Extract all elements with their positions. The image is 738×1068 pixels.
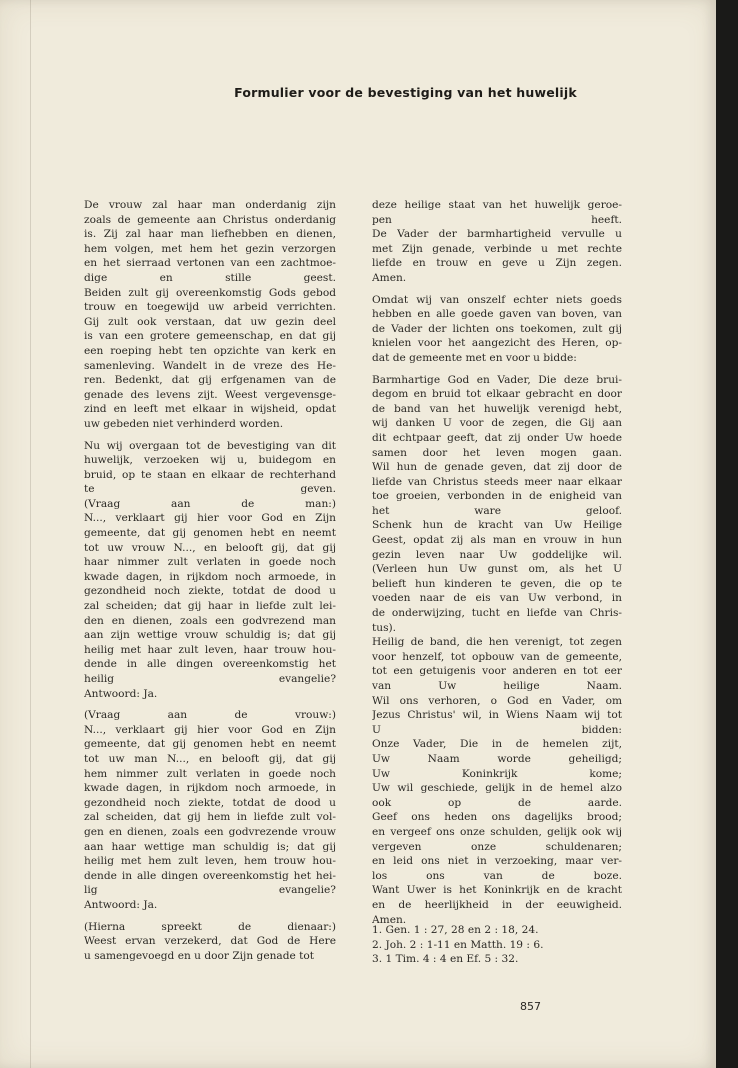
footnote-line: 1. Gen. 1 : 27, 28 en 2 : 18, 24. <box>372 924 539 936</box>
text-line: liefde en trouw en geve u Zijn zegen. <box>372 257 622 270</box>
left-column <box>84 198 336 963</box>
text-line: dat de gemeente met en voor u bidde: <box>372 351 577 364</box>
text-line: Geef ons heden ons dagelijks brood; <box>372 811 622 824</box>
footnotes <box>372 923 622 967</box>
text-line: N..., verklaart gij hier voor God en Zijn <box>84 512 336 525</box>
text-line: ook op de aarde. <box>372 796 622 809</box>
text-line: deze heilige staat van het huwelijk geroe- <box>372 199 622 211</box>
text-line: bruid, op te staan en elkaar de rechterhand <box>84 468 336 481</box>
text-line: zal scheiden, dat gij hem in liefde zult vol- <box>84 811 336 824</box>
text-line: belieft hun kinderen te geven, die op te <box>372 577 622 590</box>
page-number: 857 <box>520 1000 541 1013</box>
text-line: Jezus Christus' wil, in Wiens Naam wij tot <box>372 709 622 722</box>
text-line: samen door het leven mogen gaan. <box>372 446 622 459</box>
text-line: tot uw man N..., en belooft gij, dat gij <box>84 752 336 765</box>
footnote-line: 3. 1 Tim. 4 : 4 en Ef. 5 : 32. <box>372 953 519 966</box>
text-line: Omdat wij van onszelf echter niets goeds <box>372 293 622 306</box>
text-line: De vrouw zal haar man onderdanig zijn <box>84 199 336 211</box>
text-line: met Zijn genade, verbinde u met rechte <box>372 242 622 255</box>
text-line: Amen. <box>372 913 407 926</box>
text-line: dende in alle dingen overeenkomstig het hei- <box>84 869 336 882</box>
text-line: (Vraag aan de vrouw:) <box>84 709 336 722</box>
text-line: samenleving. Wandelt in de vreze des He- <box>84 359 336 372</box>
text-line: de band van het huwelijk verenigd hebt, <box>372 402 622 415</box>
text-line: gemeente, dat gij genomen hebt en neemt <box>84 527 336 540</box>
text-line: dige en stille geest. <box>84 271 336 284</box>
text-line: De Vader der barmhartigheid vervulle u <box>372 228 622 241</box>
text-line: te geven. <box>84 483 336 496</box>
text-line: en vergeef ons onze schulden, gelijk ook wij <box>372 825 622 838</box>
binding-edge <box>30 0 31 1068</box>
text-line: u samengevoegd en u door Zijn genade tot <box>84 949 315 962</box>
text-line: den en dienen, zoals een godvrezend man <box>84 614 336 627</box>
text-line: tot een getuigenis voor anderen en tot eer <box>372 665 622 678</box>
text-line: voeden naar de eis van Uw verbond, in <box>372 592 622 605</box>
text-line: dit echtpaar geeft, dat zij onder Uw hoede <box>372 431 622 444</box>
text-line: toe groeien, verbonden in de enigheid van <box>372 490 622 503</box>
text-line: U bidden: <box>372 723 622 736</box>
text-line: N..., verklaart gij hier voor God en Zijn <box>84 723 336 736</box>
text-line: Barmhartige God en Vader, Die deze brui- <box>372 373 622 386</box>
text-line: de Vader der lichten ons toekomen, zult gij <box>372 322 622 335</box>
text-line: Weest ervan verzekerd, dat God de Here <box>84 935 336 948</box>
text-line: en de heerlijkheid in der eeuwigheid. <box>372 898 622 911</box>
text-line: tus). <box>372 621 397 634</box>
text-line: (Vraag aan de man:) <box>84 497 336 510</box>
text-line: van Uw heilige Naam. <box>372 680 622 692</box>
text-line: uw gebeden niet verhinderd worden. <box>84 417 284 430</box>
paragraph-gap <box>372 366 622 373</box>
text-line: Uw wil geschiede, gelijk in de hemel alzo <box>372 782 622 795</box>
text-line: is. Zij zal haar man liefhebben en dienen, <box>84 228 336 241</box>
text-line: zind en leeft met elkaar in wijsheid, opdat <box>84 403 336 416</box>
text-line: het ware geloof. <box>372 504 622 517</box>
text-line: kwade dagen, in rijkdom noch armoede, in <box>84 782 336 795</box>
text-line: de onderwijzing, tucht en liefde van Chris- <box>372 607 622 620</box>
text-line: tot uw vrouw N..., en belooft gij, dat gij <box>84 541 336 554</box>
text-line: huwelijk, verzoeken wij u, buidegom en <box>84 454 336 467</box>
text-line: wij danken U voor de zegen, die Gij aan <box>372 417 622 430</box>
text-line: en leid ons niet in verzoeking, maar ver- <box>372 855 622 868</box>
page-header: Formulier voor de bevestiging van het huwelijk <box>234 85 577 100</box>
text-line: degom en bruid tot elkaar gebracht en door <box>372 388 622 401</box>
text-line: heilig met hem zult leven, hem trouw hou- <box>84 855 336 868</box>
text-line: zoals de gemeente aan Christus onderdanig <box>84 213 336 226</box>
text-line: gemeente, dat gij genomen hebt en neemt <box>84 738 336 751</box>
text-line: is van een grotere gemeenschap, en dat gij <box>84 330 336 343</box>
text-line: Geest, opdat zij als man en vrouw in hun <box>372 534 622 547</box>
text-line: dende in alle dingen overeenkomstig het <box>84 658 336 671</box>
text-line: aan zijn wettige vrouw schuldig is; dat gij <box>84 629 336 642</box>
text-line: hem volgen, met hem het gezin verzorgen <box>84 242 336 255</box>
footnote-line: 2. Joh. 2 : 1-11 en Matth. 19 : 6. <box>372 938 544 951</box>
text-line: (Verleen hun Uw gunst om, als het U <box>372 563 622 576</box>
text-line: gezin leven naar Uw goddelijke wil. <box>372 548 622 561</box>
text-line: hebben en alle goede gaven van boven, van <box>372 308 622 321</box>
text-line: Onze Vader, Die in de hemelen zijt, <box>372 738 622 751</box>
text-line: knielen voor het aangezicht des Heren, op- <box>372 337 622 350</box>
text-line: Uw Koninkrijk kome; <box>372 767 622 780</box>
paragraph-gap <box>84 913 336 920</box>
right-column <box>372 198 622 927</box>
paragraph-gap <box>84 701 336 708</box>
text-line: trouw en toegewijd uw arbeid verrichten. <box>84 301 336 314</box>
text-line: haar nimmer zult verlaten in goede noch <box>84 556 336 569</box>
text-line: pen heeft. <box>372 213 622 226</box>
text-line: liefde van Christus steeds meer naar elkaar <box>372 475 622 488</box>
text-line: genade des levens zijt. Weest vergevensge- <box>84 388 336 401</box>
text-line: voor henzelf, tot opbouw van de gemeente, <box>372 650 622 663</box>
text-line: Amen. <box>372 271 407 284</box>
text-line: zal scheiden; dat gij haar in liefde zult lei- <box>84 600 336 613</box>
text-line: ren. Bedenkt, dat gij erfgenamen van de <box>84 374 336 387</box>
text-line: Wil ons verhoren, o God en Vader, om <box>372 694 622 707</box>
text-line: (Hierna spreekt de dienaar:) <box>84 920 336 933</box>
text-line: gezondheid noch ziekte, totdat de dood u <box>84 796 336 809</box>
text-line: Uw Naam worde geheiligd; <box>372 752 622 765</box>
text-line: Beiden zult gij overeenkomstig Gods gebod <box>84 286 336 299</box>
text-line: lig evangelie? <box>84 884 336 897</box>
text-line: een roeping hebt ten opzichte van kerk en <box>84 344 336 357</box>
text-line: gezondheid noch ziekte, totdat de dood u <box>84 585 336 598</box>
text-line: los ons van de boze. <box>372 869 622 882</box>
text-line: Antwoord: Ja. <box>84 687 158 700</box>
text-line: heilig met haar zult leven, haar trouw hou- <box>84 643 336 656</box>
text-line: Nu wij overgaan tot de bevestiging van dit <box>84 439 336 452</box>
text-line: aan haar wettige man schuldig is; dat gij <box>84 840 336 853</box>
text-line: Schenk hun de kracht van Uw Heilige <box>372 519 622 532</box>
paragraph-gap <box>84 432 336 439</box>
text-line: vergeven onze schuldenaren; <box>372 840 622 853</box>
paragraph-gap <box>372 286 622 293</box>
text-line: gen en dienen, zoals een godvrezende vrouw <box>84 825 336 838</box>
text-line: hem nimmer zult verlaten in goede noch <box>84 767 336 780</box>
text-line: en het sierraad vertonen van een zachtmoe- <box>84 257 336 270</box>
text-line: Want Uwer is het Koninkrijk en de kracht <box>372 884 622 897</box>
text-line: Wil hun de genade geven, dat zij door de <box>372 461 622 474</box>
text-line: Gij zult ook verstaan, dat uw gezin deel <box>84 315 336 328</box>
text-line: heilig evangelie? <box>84 673 336 685</box>
text-line: Heilig de band, die hen verenigt, tot zegen <box>372 636 622 649</box>
text-line: Antwoord: Ja. <box>84 898 158 911</box>
text-line: kwade dagen, in rijkdom noch armoede, in <box>84 570 336 583</box>
